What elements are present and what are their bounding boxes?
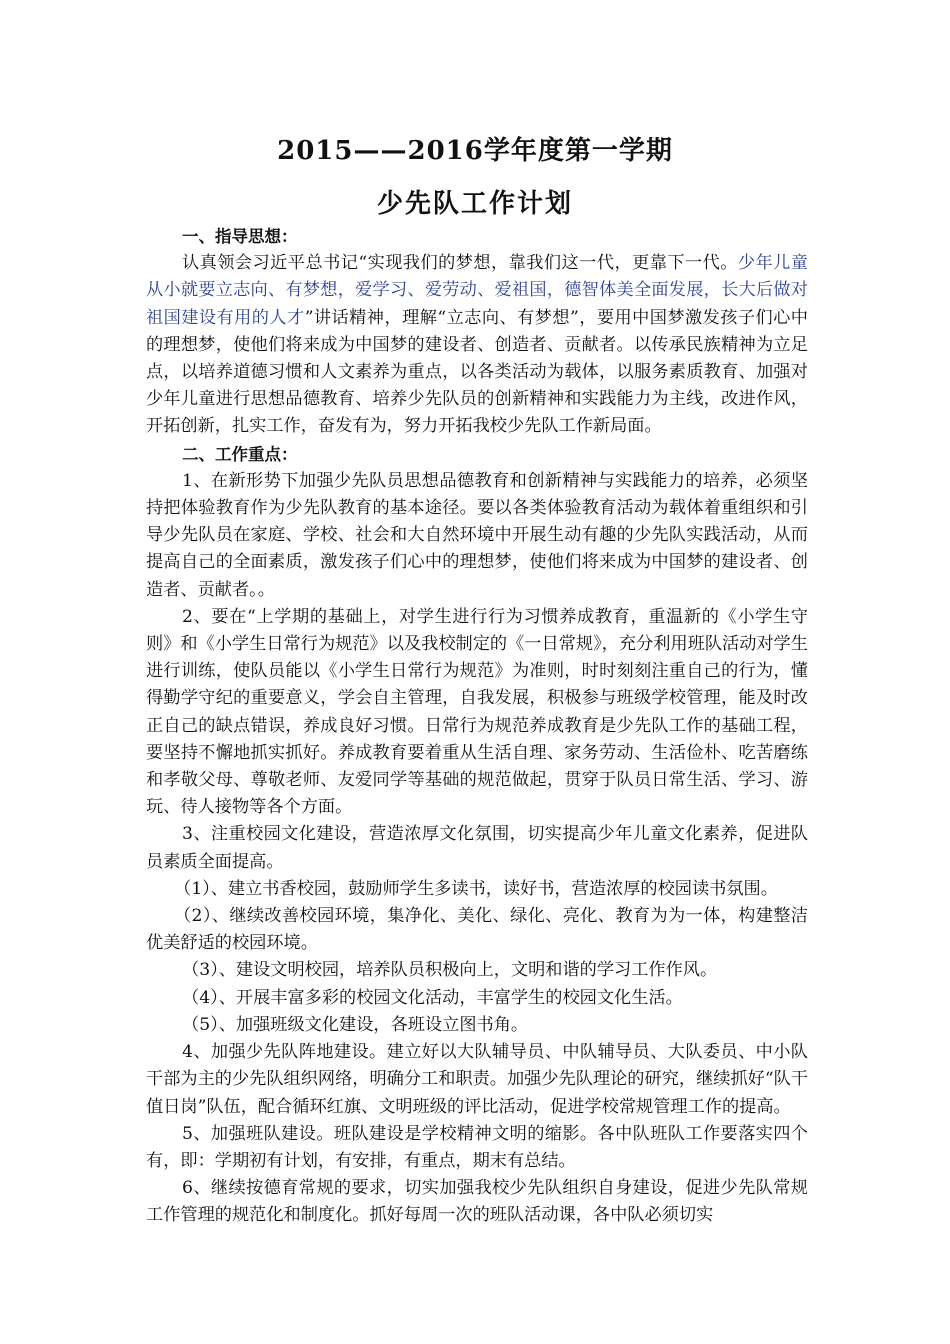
document-title-line1: 2015——2016学年度第一学期 <box>277 136 673 166</box>
list-item: 1、在新形势下加强少先队员思想品德教育和创新精神与实践能力的培养，必须坚持把体验教育作为少先队教育的基本途径。要以各类体验教育活动为载体着重组织和引导少先队员在家庭、学校、社会和大自然环境中开展生动有趣的少先队实践活动，从而提高自己的全面素质，激发孩子们心中的理想梦，使他们将来成为中国梦的建设者、创造者、贡献者。。 <box>146 470 808 600</box>
list-item: 4、加强少先队阵地建设。建立好以大队辅导员、中队辅导员、大队委员、中小队干部为主的少先队组织网络，明确分工和职责。加强少先队理论的研究，继续抓好“队干值日岗”队伍，配合循环红旗、文明班级的评比活动，促进学校常规管理工作的提高。 <box>146 1042 808 1117</box>
sub-list-item: （1）、建立书香校园，鼓励师学生多读书，读好书，营造浓厚的校园读书氛围。 <box>174 878 778 899</box>
list-item: 6、继续按德育常规的要求，切实加强我校少先队组织自身建设，促进少先队常规工作管理的规范化和制度化。抓好每周一次的班队活动课，各中队必须切实 <box>146 1178 808 1226</box>
paragraph-guiding-ideology <box>146 250 808 440</box>
document-title-line2: 少先队工作计划 <box>376 189 573 219</box>
list-item: 5、加强班队建设。班队建设是学校精神文明的缩影。各中队班队工作要落实四个有，即：学期初有计划，有安排，有重点，期末有总结。 <box>146 1123 808 1171</box>
paragraph-text-highlight: 少年儿童从小就要立志向、有梦想，爱学习、爱劳动、爱祖国，德智体美全面发展，长大后做对祖国建设有用的人才 <box>146 253 808 328</box>
sub-list-item: （3）、建设文明校园，培养队员积极向上，文明和谐的学习工作作风。 <box>182 960 718 981</box>
document-body <box>146 223 808 1230</box>
section-heading-work-focus: 二、工作重点： <box>182 444 298 464</box>
sub-list-item: （2）、继续改善校园环境，集净化、美化、绿化、亮化、教育为为一体，构建整洁优美舒适的校园环境。 <box>146 906 808 954</box>
sub-list-item: （5）、加强班级文化建设，各班设立图书角。 <box>182 1014 529 1035</box>
sub-list-item: （4）、开展丰富多彩的校园文化活动，丰富学生的校园文化生活。 <box>182 987 683 1008</box>
paragraph-text: ”讲话精神，理解“立志向、有梦想”，要用中国梦激发孩子们心中的理想梦，使他们将来成为中国梦的建设者、创造者、贡献者。以传承民族精神为立足点，以培养道德习惯和人文素养为重点，以各类活动为载体，以服务素质教育、加强对少年儿童进行思想品德教育、培养少先队员的创新精神和实践能力为主线，改进作风，开拓创新，扎实工作，奋发有为，努力开拓我校少先队工作新局面。 <box>146 307 808 437</box>
list-item: 2、要在“上学期的基础上，对学生进行行为习惯养成教育，重温新的《小学生守则》和《小学生日常行为规范》以及我校制定的《一日常规》，充分利用班队活动对学生进行训练，使队员能以《小学生日常行为规范》为准则，时时刻刻注重自己的行为，懂得勤学守纪的重要意义，学会自主管理，自我发展，积极参与班级学校管理，能及时改正自己的缺点错误，养成良好习惯。日常行为规范养成教育是少先队工作的基础工程，要坚持不懈地抓实抓好。养成教育要着重从生活自理、家务劳动、生活俭朴、吃苦磨练和孝敬父母、尊敬老师、友爱同学等基础的规范做起，贯穿于队员日常生活、学习、游玩、待人接物等各个方面。 <box>146 606 808 818</box>
list-item: 3、注重校园文化建设，营造浓厚文化氛围，切实提高少年儿童文化素养，促进队员素质全面提高。 <box>146 824 808 872</box>
paragraph-text: 认真领会习近平总书记“实现我们的梦想，靠我们这一代，更靠下一代。 <box>182 253 738 274</box>
section-heading-guiding-ideology: 一、指导思想： <box>182 227 298 246</box>
